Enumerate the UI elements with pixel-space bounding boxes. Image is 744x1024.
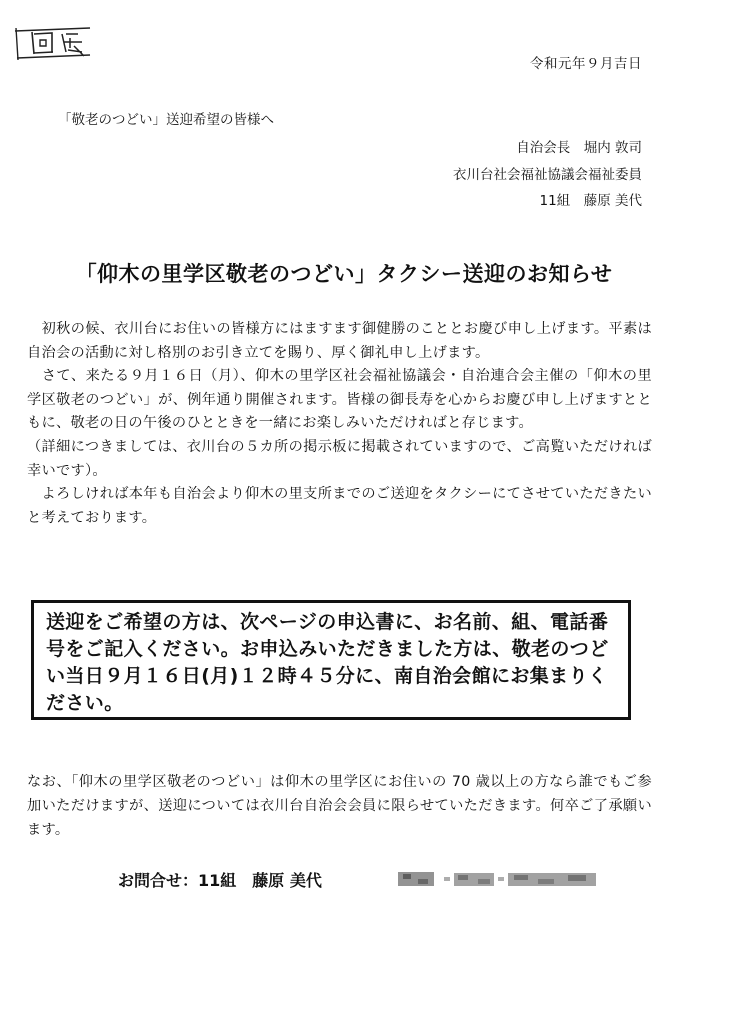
body-paragraph-3: （詳細につきましては、衣川台の５カ所の掲示板に掲載されていますので、ご高覧いただければ幸いです）。 — [27, 438, 652, 479]
stamp-kairan — [12, 22, 92, 62]
notice-box — [31, 600, 631, 720]
body-paragraph-4: よろしければ本年も自治会より仰木の里支所までのご送迎をタクシーにてさせていただきたいと考えております。 — [27, 486, 652, 526]
notice-text: 送迎をご希望の方は、次ページの申込書に、お名前、組、電話番号をご記入ください。お申込みいただきました方は、敬老のつどい当日９月１６日(月)１２時４５分に、南自治会館にお集まりください。 — [46, 611, 609, 714]
body-text — [27, 318, 652, 530]
body-paragraph-1: 初秋の候、衣川台にお住いの皆様方にはますます御健勝のこととお慶び申し上げます。平素は自治会の活動に対し格別のお引き立てを賜り、厚く御礼申し上げます。 — [27, 321, 653, 361]
footer-note-text: なお、「仰木の里学区敬老のつどい」は仰木の里学区にお住いの 70 歳以上の方なら誰でもご参加いただけますが、送迎については衣川台自治会会員に限らせていただきます。何卒ご了承願います。 — [27, 774, 652, 838]
sender-line-1: 自治会長 堀内 敦司 — [516, 140, 642, 156]
addressee: 「敬老のつどい」送迎希望の皆様へ — [58, 112, 274, 128]
contact-label: お問合せ：11組 藤原 美代 — [118, 871, 322, 890]
sender-line-3: 11組 藤原 美代 — [539, 193, 642, 209]
handwritten-stamp-icon — [12, 22, 92, 62]
redacted-block-icon — [398, 870, 598, 888]
sender-line-2: 衣川台社会福祉協議会福祉委員 — [453, 166, 642, 183]
footer-note — [27, 770, 652, 842]
document-title: 「仰木の里学区敬老のつどい」タクシー送迎のお知らせ — [75, 262, 613, 286]
issue-date: 令和元年９月吉日 — [530, 56, 642, 72]
body-paragraph-2: さて、来たる９月１６日（月）、仰木の里学区社会福祉協議会・自治連合会主催の「仰木の里学区敬老のつどい」が、例年通り開催されます。皆様の御長寿を心からお慶び申し上げますとともに、敬老の日の午後のひとときを一緒にお楽しみいただければと存じます。 — [27, 368, 652, 432]
sender-block — [453, 135, 642, 215]
